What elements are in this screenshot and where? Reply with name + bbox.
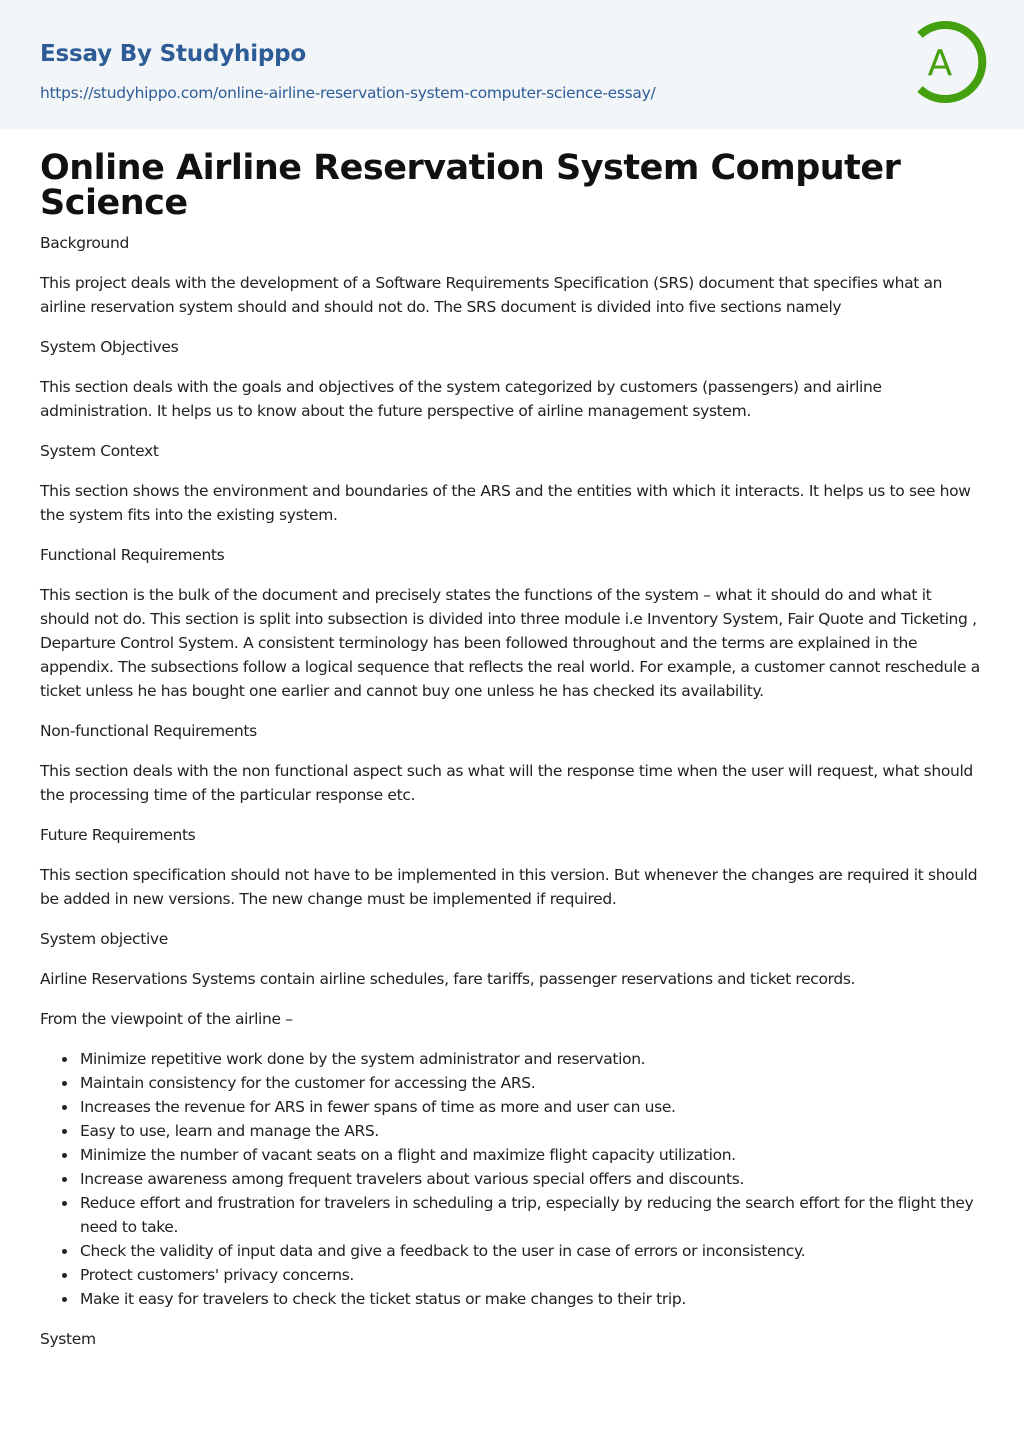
paragraph: This section deals with the non functional aspect such as what will the response time when the user will request, what should the processing time of the particular response etc. xyxy=(40,762,973,804)
list-item: Reduce effort and frustration for travelers in scheduling a trip, especially by reducing the search effort for the flight they need to take. xyxy=(80,1191,984,1239)
paragraph: This section specification should not have to be implemented in this version. But whenever the changes are required it should be added in new versions. The new change must be implemented if required. xyxy=(40,866,978,908)
section-label: Functional Requirements xyxy=(40,546,225,564)
section-label: Non-functional Requirements xyxy=(40,722,257,740)
paragraph: This section deals with the goals and objectives of the system categorized by customers (passengers) and airline administration. It helps us to know about the future perspective of airline management system. xyxy=(40,378,882,420)
paragraph: This section is the bulk of the document and precisely states the functions of the system – what it should do and what it should not do. This section is split into subsection is divided into three module i.e Inventory System, Fair Quote and Ticketing , Departure Control System. A consistent terminology has been followed throughout and the terms are explained in the appendix. The subsections follow a logical sequence that reflects the real world. For example, a customer cannot reschedule a ticket unless he has bought one earlier and cannot buy one unless he has checked its availability. xyxy=(40,586,980,700)
paragraph: This section shows the environment and boundaries of the ARS and the entities with which it interacts. It helps us to see how the system fits into the existing system. xyxy=(40,482,971,524)
section-label: System xyxy=(40,1330,96,1348)
section-label: Background xyxy=(40,234,129,252)
studyhippo-logo-icon[interactable] xyxy=(908,18,988,106)
page-title: Online Airline Reservation System Computer Science xyxy=(40,148,901,223)
paragraph: From the viewpoint of the airline – xyxy=(40,1010,293,1028)
paragraph: Airline Reservations Systems contain airline schedules, fare tariffs, passenger reservations and ticket records. xyxy=(40,970,856,988)
section-label: System objective xyxy=(40,930,168,948)
site-header xyxy=(0,0,1024,129)
list-item: Maintain consistency for the customer for accessing the ARS. xyxy=(80,1071,984,1095)
list-item: Make it easy for travelers to check the ticket status or make changes to their trip. xyxy=(80,1287,984,1311)
list-item: Increase awareness among frequent travelers about various special offers and discounts. xyxy=(80,1167,984,1191)
list-item: Minimize the number of vacant seats on a flight and maximize flight capacity utilization. xyxy=(80,1143,984,1167)
section-label: System Context xyxy=(40,442,159,460)
objectives-list xyxy=(80,1047,984,1311)
list-item: Increases the revenue for ARS in fewer spans of time as more and user can use. xyxy=(80,1095,984,1119)
brand-title[interactable]: Essay By Studyhippo xyxy=(40,41,307,67)
section-label: Future Requirements xyxy=(40,826,196,844)
article-body xyxy=(0,148,1024,1351)
logo-letter: A xyxy=(927,43,953,84)
source-url-link[interactable]: https://studyhippo.com/online-airline-reservation-system-computer-science-essay/ xyxy=(40,84,656,102)
section-label: System Objectives xyxy=(40,338,179,356)
list-item: Minimize repetitive work done by the system administrator and reservation. xyxy=(80,1047,984,1071)
list-item: Check the validity of input data and give a feedback to the user in case of errors or inconsistency. xyxy=(80,1239,984,1263)
paragraph: This project deals with the development of a Software Requirements Specification (SRS) document that specifies what an airline reservation system should and should not do. The SRS document is divided into five sections namely xyxy=(40,274,943,316)
list-item: Easy to use, learn and manage the ARS. xyxy=(80,1119,984,1143)
list-item: Protect customers' privacy concerns. xyxy=(80,1263,984,1287)
